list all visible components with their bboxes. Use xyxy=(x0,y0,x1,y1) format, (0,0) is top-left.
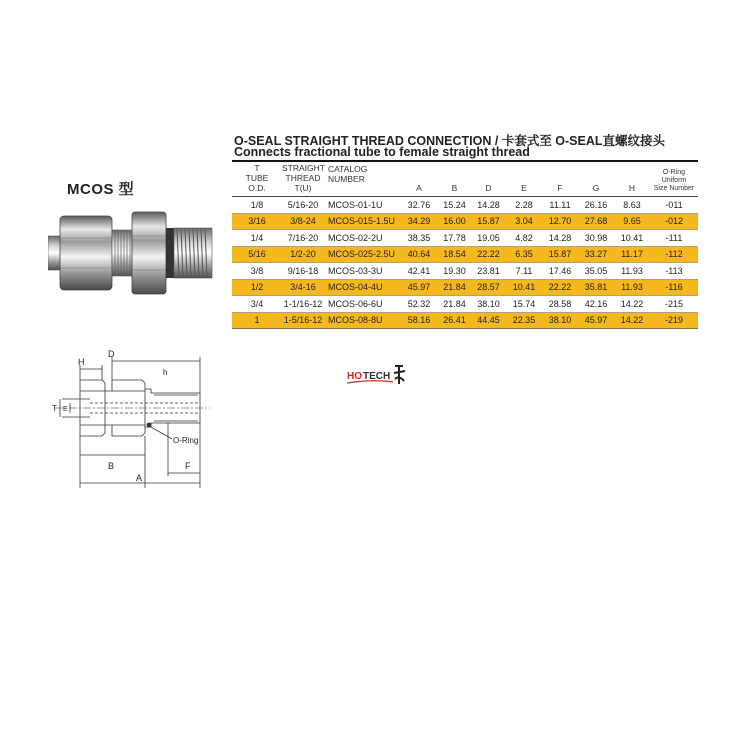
title-divider xyxy=(232,160,698,162)
header-catalog: CATALOG NUMBER xyxy=(328,164,368,184)
drawing-label-oring: O-Ring xyxy=(173,436,199,445)
header-tube-od: T TUBE O.D. xyxy=(245,163,269,193)
table-cell: MCOS-02-2U xyxy=(324,230,400,247)
table-cell: 14.28 xyxy=(542,230,578,247)
table-cell: 17.46 xyxy=(542,263,578,280)
svg-text:TECH: TECH xyxy=(363,371,391,382)
drawing-label-h-small: h xyxy=(163,368,168,377)
table-cell: 7.11 xyxy=(506,263,542,280)
table-cell: 27.68 xyxy=(578,213,614,230)
header-h: H xyxy=(628,183,636,193)
table-cell: 58.16 xyxy=(400,312,438,329)
table-cell: 32.76 xyxy=(400,197,438,214)
table-cell: 38.10 xyxy=(542,312,578,329)
table-cell: 1-1/16-12 xyxy=(282,296,324,313)
table-cell: 18.54 xyxy=(438,246,471,263)
table-cell: 21.84 xyxy=(438,296,471,313)
table-row xyxy=(232,213,698,230)
table-cell: 23.81 xyxy=(471,263,506,280)
table-cell: 35.05 xyxy=(578,263,614,280)
table-cell: MCOS-025-2.5U xyxy=(324,246,400,263)
table-cell: 11.17 xyxy=(614,246,650,263)
header-g: G xyxy=(592,183,600,193)
table-cell: 10.41 xyxy=(506,279,542,296)
table-row xyxy=(232,246,698,263)
table-cell: 1/2 xyxy=(232,279,282,296)
table-cell: 15.87 xyxy=(471,213,506,230)
svg-text:HO: HO xyxy=(347,371,362,382)
table-cell: 8.63 xyxy=(614,197,650,214)
table-cell: 38.35 xyxy=(400,230,438,247)
table-cell: 14.28 xyxy=(471,197,506,214)
table-cell: 26.16 xyxy=(578,197,614,214)
table-cell: MCOS-06-6U xyxy=(324,296,400,313)
table-row xyxy=(232,197,698,214)
header-oring: O-Ring Uniform Size Number xyxy=(653,169,695,192)
table-cell: 1-5/16-12 xyxy=(282,312,324,329)
drawing-label-a: A xyxy=(136,473,143,483)
table-cell: 1 xyxy=(232,312,282,329)
table-cell: -112 xyxy=(650,246,698,263)
table-cell: 38.10 xyxy=(471,296,506,313)
table-cell: MCOS-015-1.5U xyxy=(324,213,400,230)
table-cell: 35.81 xyxy=(578,279,614,296)
drawing-label-e: E xyxy=(63,406,68,413)
table-cell: -011 xyxy=(650,197,698,214)
table-cell: -219 xyxy=(650,312,698,329)
table-cell: 1/4 xyxy=(232,230,282,247)
table-cell: 11.93 xyxy=(614,263,650,280)
header-e: E xyxy=(521,183,527,193)
drawing-label-b: B xyxy=(108,461,115,471)
table-cell: 42.16 xyxy=(578,296,614,313)
table-cell: -113 xyxy=(650,263,698,280)
table-row xyxy=(232,263,698,280)
table-cell: -012 xyxy=(650,213,698,230)
table-cell: MCOS-08-8U xyxy=(324,312,400,329)
table-cell: 19.05 xyxy=(471,230,506,247)
table-cell: 10.41 xyxy=(614,230,650,247)
header-a: A xyxy=(416,183,422,193)
table-cell: MCOS-01-1U xyxy=(324,197,400,214)
table-cell: MCOS-03-3U xyxy=(324,263,400,280)
table-cell: 26.41 xyxy=(438,312,471,329)
table-cell: -111 xyxy=(650,230,698,247)
table-cell: 22.22 xyxy=(542,279,578,296)
table-cell: 7/16-20 xyxy=(282,230,324,247)
table-cell: 1/8 xyxy=(232,197,282,214)
table-cell: 19.30 xyxy=(438,263,471,280)
table-cell: 2.28 xyxy=(506,197,542,214)
table-cell: 28.57 xyxy=(471,279,506,296)
table-cell: MCOS-04-4U xyxy=(324,279,400,296)
table-cell: 15.87 xyxy=(542,246,578,263)
model-label: MCOS 型 xyxy=(67,181,135,198)
table-cell: 3/4-16 xyxy=(282,279,324,296)
fitting-product-image xyxy=(48,208,218,298)
table-cell: 44.45 xyxy=(471,312,506,329)
table-cell: 3/8-24 xyxy=(282,213,324,230)
title-line-2: Connects fractional tube to female straight thread xyxy=(234,145,530,159)
table-cell: 52.32 xyxy=(400,296,438,313)
table-cell: -116 xyxy=(650,279,698,296)
table-cell: 17.78 xyxy=(438,230,471,247)
table-cell: 42.41 xyxy=(400,263,438,280)
table-cell: 3/4 xyxy=(232,296,282,313)
table-cell: 15.24 xyxy=(438,197,471,214)
spec-table-body xyxy=(232,197,698,329)
spec-table xyxy=(232,163,698,329)
header-b: B xyxy=(451,183,458,193)
table-cell: 3/8 xyxy=(232,263,282,280)
header-f: F xyxy=(557,183,563,193)
table-cell: 33.27 xyxy=(578,246,614,263)
table-cell: -215 xyxy=(650,296,698,313)
table-cell: 11.93 xyxy=(614,279,650,296)
table-cell: 21.84 xyxy=(438,279,471,296)
table-cell: 5/16-20 xyxy=(282,197,324,214)
table-row xyxy=(232,279,698,296)
table-cell: 9/16-18 xyxy=(282,263,324,280)
table-cell: 12.70 xyxy=(542,213,578,230)
header-thread: STRAIGHT THREAD T(U) xyxy=(282,163,325,193)
drawing-label-t: T xyxy=(52,404,57,413)
drawing-label-f: F xyxy=(185,461,191,471)
title-line-1: O-SEAL STRAIGHT THREAD CONNECTION / 卡套式至 O-SEAL直螺纹接头 xyxy=(234,134,666,148)
table-cell: 3.04 xyxy=(506,213,542,230)
table-cell: 15.74 xyxy=(506,296,542,313)
table-cell: 45.97 xyxy=(578,312,614,329)
table-cell: 1/2-20 xyxy=(282,246,324,263)
table-cell: 3/16 xyxy=(232,213,282,230)
table-cell: 22.22 xyxy=(471,246,506,263)
table-cell: 30.98 xyxy=(578,230,614,247)
table-cell: 9.65 xyxy=(614,213,650,230)
table-row xyxy=(232,230,698,247)
table-row xyxy=(232,312,698,329)
drawing-label-d: D xyxy=(108,349,115,359)
spec-table-header xyxy=(232,163,698,197)
hotech-logo xyxy=(347,363,409,392)
table-cell: 5/16 xyxy=(232,246,282,263)
table-cell: 6.35 xyxy=(506,246,542,263)
table-cell: 4.82 xyxy=(506,230,542,247)
table-cell: 11.11 xyxy=(542,197,578,214)
table-cell: 45.97 xyxy=(400,279,438,296)
table-cell: 34.29 xyxy=(400,213,438,230)
table-cell: 14.22 xyxy=(614,312,650,329)
table-cell: 22.35 xyxy=(506,312,542,329)
drawing-label-h: H xyxy=(78,357,85,367)
table-row xyxy=(232,296,698,313)
header-d: D xyxy=(485,183,492,193)
table-cell: 16.00 xyxy=(438,213,471,230)
table-cell: 14.22 xyxy=(614,296,650,313)
dimension-drawing xyxy=(50,343,220,493)
table-cell: 40.64 xyxy=(400,246,438,263)
table-cell: 28.58 xyxy=(542,296,578,313)
